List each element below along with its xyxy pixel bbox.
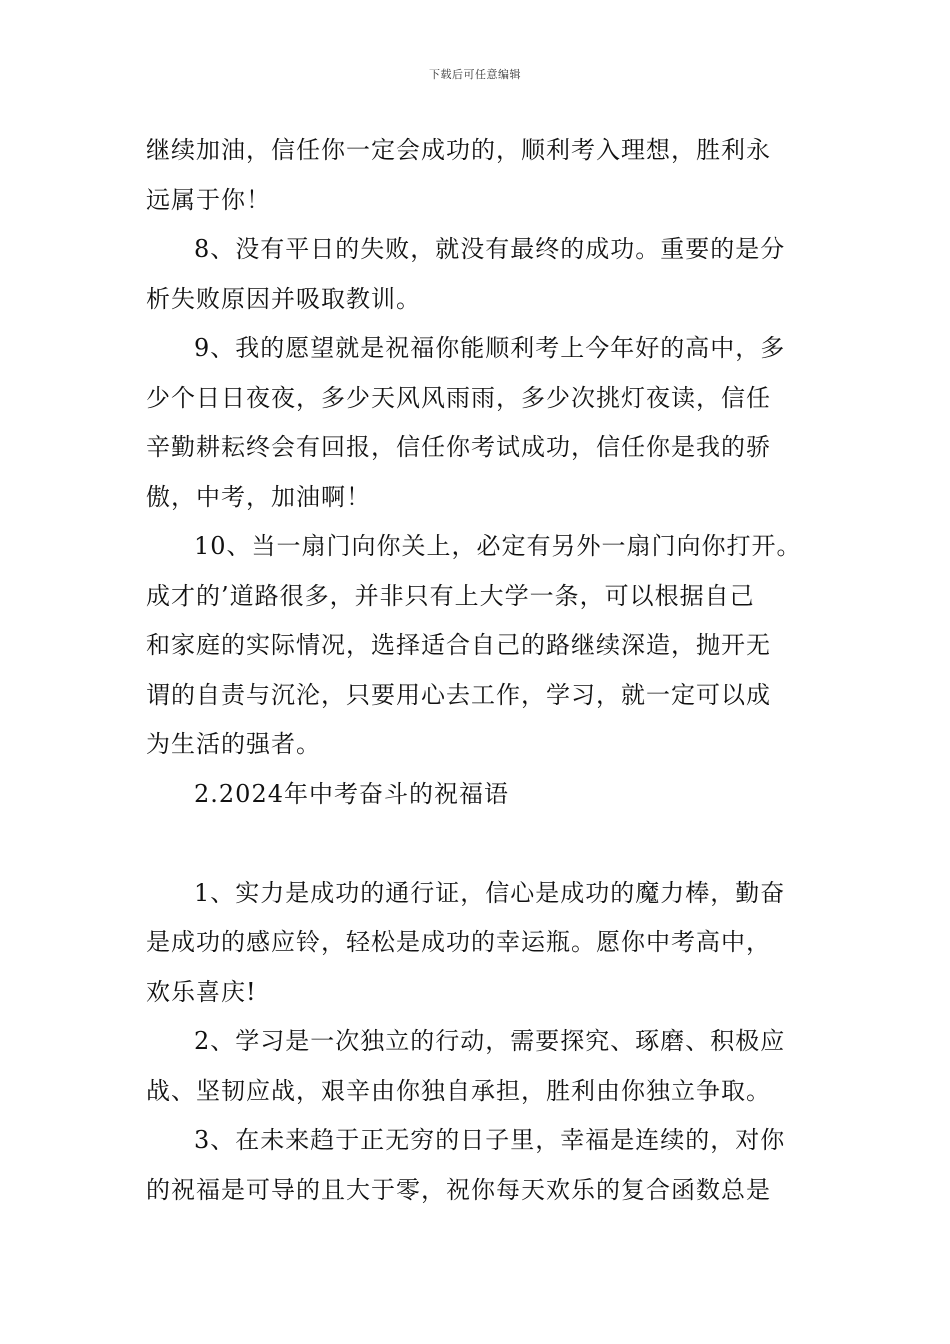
text-line: 8、没有平日的失败，就没有最终的成功。重要的是分 [194, 235, 786, 263]
text-line: 远属于你！ [146, 185, 271, 214]
text-line: 1、实力是成功的通行证，信心是成功的魔力棒，勤奋 [194, 878, 786, 907]
text-line: 2、学习是一次独立的行动，需要探究、琢磨、积极应 [194, 1027, 786, 1055]
text-line: 9、我的愿望就是祝福你能顺利考上今年好的高中，多 [194, 334, 786, 362]
text-line: 战、坚韧应战，艰辛由你独自承担，胜利由你独立争取。 [146, 1076, 771, 1105]
text-line: 为生活的强者。 [146, 730, 321, 758]
text-line: 10、当一扇门向你关上，必定有另外一扇门向你打开。 [194, 532, 802, 560]
section-heading: 2.2024年中考奋斗的祝福语 [194, 779, 509, 808]
text-line: 继续加油，信任你一定会成功的，顺利考入理想，胜利永 [146, 136, 771, 164]
text-line: 析失败原因并吸取教训。 [146, 284, 421, 313]
blank-line [146, 819, 816, 869]
text-line: 欢乐喜庆! [146, 977, 257, 1006]
text-line: 3、在未来趋于正无穷的日子里，幸福是连续的，对你 [194, 1126, 786, 1154]
text-line: 傲，中考，加油啊！ [146, 482, 371, 511]
text-line: 少个日日夜夜，多少天风风雨雨，多少次挑灯夜读，信任 [146, 383, 771, 412]
text-line: 成才的’道路很多，并非只有上大学一条，可以根据自己 [146, 581, 755, 610]
text-line: 谓的自责与沉沦，只要用心去工作，学习，就一定可以成 [146, 680, 771, 709]
text-line: 的祝福是可导的且大于零，祝你每天欢乐的复合函数总是 [146, 1175, 771, 1204]
text-line: 是成功的感应铃，轻松是成功的幸运瓶。愿你中考高中， [146, 928, 771, 956]
text-line: 和家庭的实际情况，选择适合自己的路继续深造，抛开无 [146, 631, 771, 659]
page-header: 下载后可任意编辑 [429, 68, 521, 81]
text-line: 辛勤耕耘终会有回报，信任你考试成功，信任你是我的骄 [146, 433, 771, 461]
document-body [146, 126, 816, 1215]
